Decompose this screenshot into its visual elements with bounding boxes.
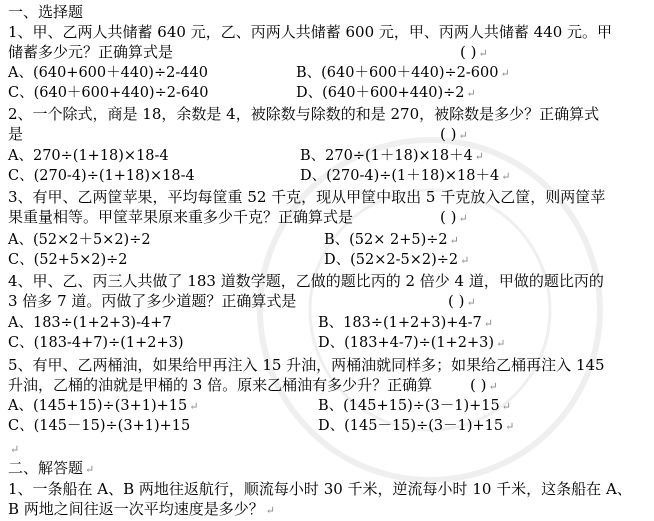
q2-option-c: C、(270-4)÷(1+18)×18-4	[8, 168, 195, 184]
q1-option-c: C、(640＋600+440)÷2-640	[8, 85, 209, 101]
q4-stem-line1: 4、甲、乙、丙三人共做了 183 道数学题，乙做的题比丙的 2 倍少 4 道，甲做的题比丙的	[8, 272, 604, 290]
q5-stem-line2: 升油，乙桶的油就是甲桶的 3 倍。原来乙桶油有多少升？正确算	[8, 376, 433, 394]
q5-option-b: B、(145+15)÷(3－1)+15 ↵	[318, 398, 511, 414]
empty-line: ↵	[10, 443, 20, 456]
q3-option-a: A、(52×2＋5×2)÷2	[8, 232, 151, 248]
q1-answer-blank: ( ) ↵	[460, 43, 488, 61]
p1-stem-line1: 1、一条船在 A、B 两地往返航行，顺流每小时 30 千米，逆流每小时 10 千米，这条船在 A、	[8, 480, 632, 498]
q2-stem-line2: 是	[8, 125, 24, 143]
q3-stem-line1: 3、有甲、乙两筐苹果，平均每筐重 52 千克，现从甲筐中取出 5 千克放入乙筐，则两筐苹	[8, 188, 606, 206]
q4-stem-line2: 3 倍多 7 道。丙做了多少道题？正确算式是	[8, 292, 297, 310]
q1-stem-line1: 1、甲、乙两人共储蓄 640 元，乙、丙两人共储蓄 600 元，甲、丙两人共储蓄 440 元。甲	[8, 23, 613, 41]
section-title-choice: 一、选择题	[8, 3, 84, 21]
q5-answer-blank: ( ) ↵	[470, 376, 498, 394]
q5-option-d: D、(145－15)÷(3－1)+15 ↵	[318, 418, 515, 434]
q5-stem-line1: 5、有甲、乙两桶油，如果给甲再注入 15 升油，两桶油就同样多；如果给乙桶再注入 145	[8, 356, 605, 374]
section-title-answer: 二、解答题 ↵	[8, 459, 95, 477]
q1-option-d: D、(640＋600+440)÷2 ↵	[296, 85, 476, 101]
q3-stem-line2: 果重量相等。甲筐苹果原来重多少千克？正确算式是	[8, 208, 354, 226]
p1-stem-line2: B 两地之间往返一次平均速度是多少？ ↵	[8, 500, 276, 518]
q4-option-d: D、(183+4-7)÷(1+2+3) ↵	[318, 335, 506, 351]
q1-stem-line2: 储蓄多少元？正确算式是	[8, 43, 174, 61]
q2-option-a: A、270÷(1+18)×18-4	[8, 148, 169, 164]
q3-option-d: D、(52×2-5×2)÷2 ↵	[324, 252, 470, 268]
q4-option-c: C、(183-4+7)÷(1+2+3)	[8, 335, 184, 351]
q3-option-c: C、(52+5×2)÷2	[8, 252, 128, 268]
q3-option-b: B、(52× 2+5)÷2 ↵	[324, 232, 459, 248]
q2-option-b: B、270÷(1＋18)×18＋4 ↵	[300, 148, 485, 164]
q2-answer-blank: ( ) ↵	[440, 125, 468, 143]
q4-answer-blank: ( ) ↵	[448, 292, 476, 310]
q2-stem-line1: 2、一个除式，商是 18，余数是 4，被除数与除数的和是 270，被除数是多少？正确算式	[8, 105, 600, 123]
q3-answer-blank: ( ) ↵	[440, 208, 468, 226]
q1-option-a: A、(640+600＋440)÷2-440	[8, 65, 208, 81]
q5-option-c: C、(145－15)÷(3+1)+15	[8, 418, 191, 434]
q1-option-b: B、(640＋600＋440)÷2-600 ↵	[296, 65, 510, 81]
q4-option-b: B、183÷(1+2+3)+4-7 ↵	[318, 315, 493, 331]
q5-option-a: A、(145+15)÷(3+1)+15 ↵	[8, 398, 199, 414]
q4-option-a: A、183÷(1+2+3)-4+7	[8, 315, 172, 331]
q2-option-d: D、(270-4)÷(1＋18)×18＋4 ↵	[300, 168, 511, 184]
